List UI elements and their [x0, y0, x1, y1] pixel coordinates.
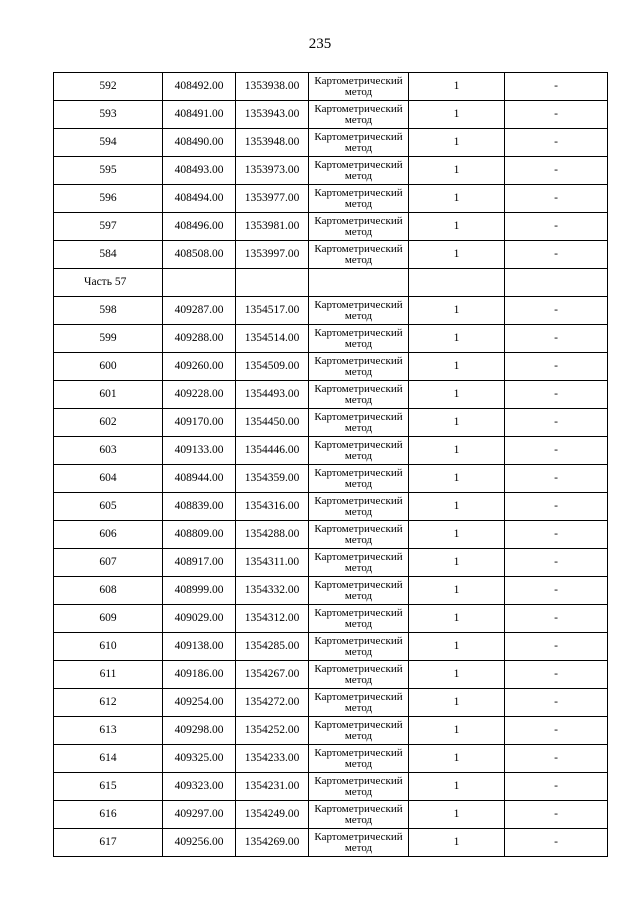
accuracy-cell: 1 — [409, 605, 505, 633]
note-cell: - — [505, 241, 608, 269]
accuracy-cell: 1 — [409, 185, 505, 213]
point-number-cell: 593 — [54, 101, 163, 129]
accuracy-cell: 1 — [409, 465, 505, 493]
method-line-1: Картометрический — [314, 214, 403, 227]
method-line-2: метод — [344, 589, 373, 602]
x-coordinate-cell: 409256.00 — [163, 829, 236, 857]
x-coordinate-cell: 409170.00 — [163, 409, 236, 437]
x-coordinate-cell: 408809.00 — [163, 521, 236, 549]
method-line-1: Картометрический — [314, 466, 403, 479]
note-cell: - — [505, 297, 608, 325]
y-coordinate-cell: 1354252.00 — [236, 717, 309, 745]
accuracy-cell: 1 — [409, 157, 505, 185]
accuracy-cell: 1 — [409, 353, 505, 381]
method-line-1: Картометрический — [314, 550, 403, 563]
method-cell — [309, 325, 409, 353]
accuracy-cell: 1 — [409, 549, 505, 577]
method-line-1: Картометрический — [314, 606, 403, 619]
table-row — [54, 157, 608, 185]
note-cell: - — [505, 353, 608, 381]
y-coordinate-cell: 1353997.00 — [236, 241, 309, 269]
note-cell: - — [505, 829, 608, 857]
method-line-2: метод — [344, 337, 373, 350]
x-coordinate-cell: 408508.00 — [163, 241, 236, 269]
point-number-cell: 594 — [54, 129, 163, 157]
x-coordinate-cell: 409288.00 — [163, 325, 236, 353]
accuracy-cell: 1 — [409, 577, 505, 605]
note-cell: - — [505, 493, 608, 521]
method-line-1: Картометрический — [314, 74, 403, 87]
method-cell — [309, 829, 409, 857]
method-cell — [309, 577, 409, 605]
table-row — [54, 185, 608, 213]
table-row — [54, 493, 608, 521]
method-cell — [309, 381, 409, 409]
accuracy-cell: 1 — [409, 409, 505, 437]
point-number-cell: 597 — [54, 213, 163, 241]
method-cell — [309, 661, 409, 689]
y-coordinate-cell: 1354267.00 — [236, 661, 309, 689]
accuracy-cell: 1 — [409, 381, 505, 409]
point-number-cell: 610 — [54, 633, 163, 661]
accuracy-cell: 1 — [409, 773, 505, 801]
point-number-cell: 604 — [54, 465, 163, 493]
method-line-2: метод — [344, 169, 373, 182]
method-line-1: Картометрический — [314, 774, 403, 787]
table-row — [54, 213, 608, 241]
x-coordinate-cell: 408496.00 — [163, 213, 236, 241]
note-cell: - — [505, 577, 608, 605]
table-row — [54, 773, 608, 801]
method-cell — [309, 605, 409, 633]
method-cell — [309, 297, 409, 325]
method-cell — [309, 73, 409, 101]
method-line-2: метод — [344, 645, 373, 658]
note-cell: - — [505, 633, 608, 661]
table-row — [54, 717, 608, 745]
accuracy-cell: 1 — [409, 493, 505, 521]
y-coordinate-cell: 1354233.00 — [236, 745, 309, 773]
method-line-1: Картометрический — [314, 410, 403, 423]
y-coordinate-cell: 1354509.00 — [236, 353, 309, 381]
method-cell — [309, 689, 409, 717]
point-number-cell: 602 — [54, 409, 163, 437]
table-row — [54, 409, 608, 437]
accuracy-cell: 1 — [409, 437, 505, 465]
method-line-2: метод — [344, 309, 373, 322]
y-coordinate-cell: 1354450.00 — [236, 409, 309, 437]
note-cell: - — [505, 521, 608, 549]
x-coordinate-cell: 408494.00 — [163, 185, 236, 213]
note-cell: - — [505, 801, 608, 829]
accuracy-cell: 1 — [409, 801, 505, 829]
method-line-2: метод — [344, 449, 373, 462]
method-line-1: Картометрический — [314, 102, 403, 115]
empty-cell — [236, 269, 309, 297]
note-cell: - — [505, 437, 608, 465]
method-line-1: Картометрический — [314, 382, 403, 395]
method-line-1: Картометрический — [314, 690, 403, 703]
note-cell: - — [505, 101, 608, 129]
method-line-2: метод — [344, 785, 373, 798]
method-line-1: Картометрический — [314, 578, 403, 591]
method-line-2: метод — [344, 505, 373, 518]
x-coordinate-cell: 409138.00 — [163, 633, 236, 661]
point-number-cell: 612 — [54, 689, 163, 717]
method-line-1: Картометрический — [314, 718, 403, 731]
method-cell — [309, 437, 409, 465]
point-number-cell: 616 — [54, 801, 163, 829]
method-line-2: метод — [344, 841, 373, 854]
point-number-cell: 607 — [54, 549, 163, 577]
x-coordinate-cell: 409186.00 — [163, 661, 236, 689]
note-cell: - — [505, 549, 608, 577]
method-cell — [309, 717, 409, 745]
y-coordinate-cell: 1354285.00 — [236, 633, 309, 661]
table-row — [54, 353, 608, 381]
x-coordinate-cell: 408999.00 — [163, 577, 236, 605]
y-coordinate-cell: 1354312.00 — [236, 605, 309, 633]
method-line-2: метод — [344, 477, 373, 490]
method-cell — [309, 549, 409, 577]
table-row — [54, 101, 608, 129]
method-line-1: Картометрический — [314, 298, 403, 311]
table-row — [54, 381, 608, 409]
method-line-1: Картометрический — [314, 158, 403, 171]
method-line-2: метод — [344, 673, 373, 686]
table-row — [54, 73, 608, 101]
accuracy-cell: 1 — [409, 745, 505, 773]
point-number-cell: 614 — [54, 745, 163, 773]
note-cell: - — [505, 213, 608, 241]
point-number-cell: 584 — [54, 241, 163, 269]
accuracy-cell: 1 — [409, 241, 505, 269]
method-line-1: Картометрический — [314, 662, 403, 675]
x-coordinate-cell: 408492.00 — [163, 73, 236, 101]
method-line-1: Картометрический — [314, 522, 403, 535]
point-number-cell: 613 — [54, 717, 163, 745]
x-coordinate-cell: 409254.00 — [163, 689, 236, 717]
note-cell: - — [505, 73, 608, 101]
method-cell — [309, 773, 409, 801]
table-row — [54, 129, 608, 157]
method-line-2: метод — [344, 393, 373, 406]
y-coordinate-cell: 1354311.00 — [236, 549, 309, 577]
x-coordinate-cell: 409297.00 — [163, 801, 236, 829]
method-line-1: Картометрический — [314, 830, 403, 843]
y-coordinate-cell: 1354249.00 — [236, 801, 309, 829]
empty-cell — [505, 269, 608, 297]
method-line-1: Картометрический — [314, 802, 403, 815]
table-row — [54, 465, 608, 493]
method-cell — [309, 493, 409, 521]
y-coordinate-cell: 1353948.00 — [236, 129, 309, 157]
method-cell — [309, 633, 409, 661]
x-coordinate-cell: 408917.00 — [163, 549, 236, 577]
point-number-cell: 600 — [54, 353, 163, 381]
method-line-1: Картометрический — [314, 186, 403, 199]
method-cell — [309, 745, 409, 773]
method-line-2: метод — [344, 197, 373, 210]
accuracy-cell: 1 — [409, 633, 505, 661]
note-cell: - — [505, 773, 608, 801]
table-row — [54, 297, 608, 325]
accuracy-cell: 1 — [409, 521, 505, 549]
accuracy-cell: 1 — [409, 297, 505, 325]
note-cell: - — [505, 661, 608, 689]
method-line-2: метод — [344, 561, 373, 574]
accuracy-cell: 1 — [409, 689, 505, 717]
empty-cell — [409, 269, 505, 297]
method-cell — [309, 521, 409, 549]
method-line-2: метод — [344, 617, 373, 630]
method-cell — [309, 409, 409, 437]
note-cell: - — [505, 129, 608, 157]
method-line-2: метод — [344, 365, 373, 378]
x-coordinate-cell: 408493.00 — [163, 157, 236, 185]
coordinates-table — [53, 72, 608, 857]
method-line-2: метод — [344, 533, 373, 546]
x-coordinate-cell: 409325.00 — [163, 745, 236, 773]
method-cell — [309, 465, 409, 493]
note-cell: - — [505, 689, 608, 717]
y-coordinate-cell: 1353973.00 — [236, 157, 309, 185]
method-line-2: метод — [344, 813, 373, 826]
point-number-cell: 609 — [54, 605, 163, 633]
point-number-cell: 599 — [54, 325, 163, 353]
y-coordinate-cell: 1354316.00 — [236, 493, 309, 521]
method-line-2: метод — [344, 113, 373, 126]
accuracy-cell: 1 — [409, 101, 505, 129]
x-coordinate-cell: 409323.00 — [163, 773, 236, 801]
x-coordinate-cell: 409133.00 — [163, 437, 236, 465]
y-coordinate-cell: 1354288.00 — [236, 521, 309, 549]
method-cell — [309, 129, 409, 157]
note-cell: - — [505, 745, 608, 773]
y-coordinate-cell: 1353943.00 — [236, 101, 309, 129]
y-coordinate-cell: 1354446.00 — [236, 437, 309, 465]
table-row — [54, 745, 608, 773]
y-coordinate-cell: 1354493.00 — [236, 381, 309, 409]
empty-cell — [309, 269, 409, 297]
point-number-cell: 611 — [54, 661, 163, 689]
point-number-cell: 605 — [54, 493, 163, 521]
y-coordinate-cell: 1353938.00 — [236, 73, 309, 101]
point-number-cell: 601 — [54, 381, 163, 409]
method-line-1: Картометрический — [314, 494, 403, 507]
method-line-1: Картометрический — [314, 438, 403, 451]
table-row — [54, 549, 608, 577]
table-row — [54, 521, 608, 549]
method-line-1: Картометрический — [314, 746, 403, 759]
empty-cell — [163, 269, 236, 297]
note-cell: - — [505, 381, 608, 409]
note-cell: - — [505, 325, 608, 353]
table-row — [54, 577, 608, 605]
method-line-1: Картометрический — [314, 634, 403, 647]
table-row — [54, 801, 608, 829]
x-coordinate-cell: 408490.00 — [163, 129, 236, 157]
point-number-cell: 598 — [54, 297, 163, 325]
method-line-1: Картометрический — [314, 242, 403, 255]
method-cell — [309, 101, 409, 129]
table-row — [54, 633, 608, 661]
table-row — [54, 605, 608, 633]
x-coordinate-cell: 408944.00 — [163, 465, 236, 493]
y-coordinate-cell: 1354272.00 — [236, 689, 309, 717]
point-number-cell: 592 — [54, 73, 163, 101]
method-line-2: метод — [344, 729, 373, 742]
method-line-1: Картометрический — [314, 354, 403, 367]
x-coordinate-cell: 409228.00 — [163, 381, 236, 409]
coordinates-table-body — [54, 73, 608, 857]
point-number-cell: 608 — [54, 577, 163, 605]
method-line-1: Картометрический — [314, 326, 403, 339]
point-number-cell: 617 — [54, 829, 163, 857]
y-coordinate-cell: 1353981.00 — [236, 213, 309, 241]
note-cell: - — [505, 605, 608, 633]
note-cell: - — [505, 717, 608, 745]
accuracy-cell: 1 — [409, 73, 505, 101]
section-row — [54, 269, 608, 297]
accuracy-cell: 1 — [409, 325, 505, 353]
method-cell — [309, 213, 409, 241]
method-line-1: Картометрический — [314, 130, 403, 143]
y-coordinate-cell: 1354332.00 — [236, 577, 309, 605]
y-coordinate-cell: 1354517.00 — [236, 297, 309, 325]
point-number-cell: 603 — [54, 437, 163, 465]
method-line-2: метод — [344, 141, 373, 154]
note-cell: - — [505, 157, 608, 185]
point-number-cell: 596 — [54, 185, 163, 213]
page-number: 235 — [308, 36, 332, 52]
x-coordinate-cell: 409029.00 — [163, 605, 236, 633]
table-row — [54, 661, 608, 689]
method-cell — [309, 353, 409, 381]
method-line-2: метод — [344, 253, 373, 266]
accuracy-cell: 1 — [409, 661, 505, 689]
table-row — [54, 829, 608, 857]
y-coordinate-cell: 1354359.00 — [236, 465, 309, 493]
accuracy-cell: 1 — [409, 829, 505, 857]
y-coordinate-cell: 1354269.00 — [236, 829, 309, 857]
section-label: Часть 57 — [54, 269, 163, 297]
accuracy-cell: 1 — [409, 717, 505, 745]
table-row — [54, 241, 608, 269]
y-coordinate-cell: 1353977.00 — [236, 185, 309, 213]
method-cell — [309, 801, 409, 829]
accuracy-cell: 1 — [409, 213, 505, 241]
x-coordinate-cell: 408491.00 — [163, 101, 236, 129]
y-coordinate-cell: 1354231.00 — [236, 773, 309, 801]
method-line-2: метод — [344, 85, 373, 98]
y-coordinate-cell: 1354514.00 — [236, 325, 309, 353]
method-line-2: метод — [344, 757, 373, 770]
method-line-2: метод — [344, 421, 373, 434]
point-number-cell: 615 — [54, 773, 163, 801]
note-cell: - — [505, 409, 608, 437]
point-number-cell: 595 — [54, 157, 163, 185]
method-cell — [309, 185, 409, 213]
table-row — [54, 437, 608, 465]
x-coordinate-cell: 409287.00 — [163, 297, 236, 325]
method-line-2: метод — [344, 701, 373, 714]
x-coordinate-cell: 409260.00 — [163, 353, 236, 381]
accuracy-cell: 1 — [409, 129, 505, 157]
method-line-2: метод — [344, 225, 373, 238]
method-cell — [309, 157, 409, 185]
table-row — [54, 689, 608, 717]
x-coordinate-cell: 409298.00 — [163, 717, 236, 745]
x-coordinate-cell: 408839.00 — [163, 493, 236, 521]
table-row — [54, 325, 608, 353]
point-number-cell: 606 — [54, 521, 163, 549]
method-cell — [309, 241, 409, 269]
note-cell: - — [505, 465, 608, 493]
note-cell: - — [505, 185, 608, 213]
